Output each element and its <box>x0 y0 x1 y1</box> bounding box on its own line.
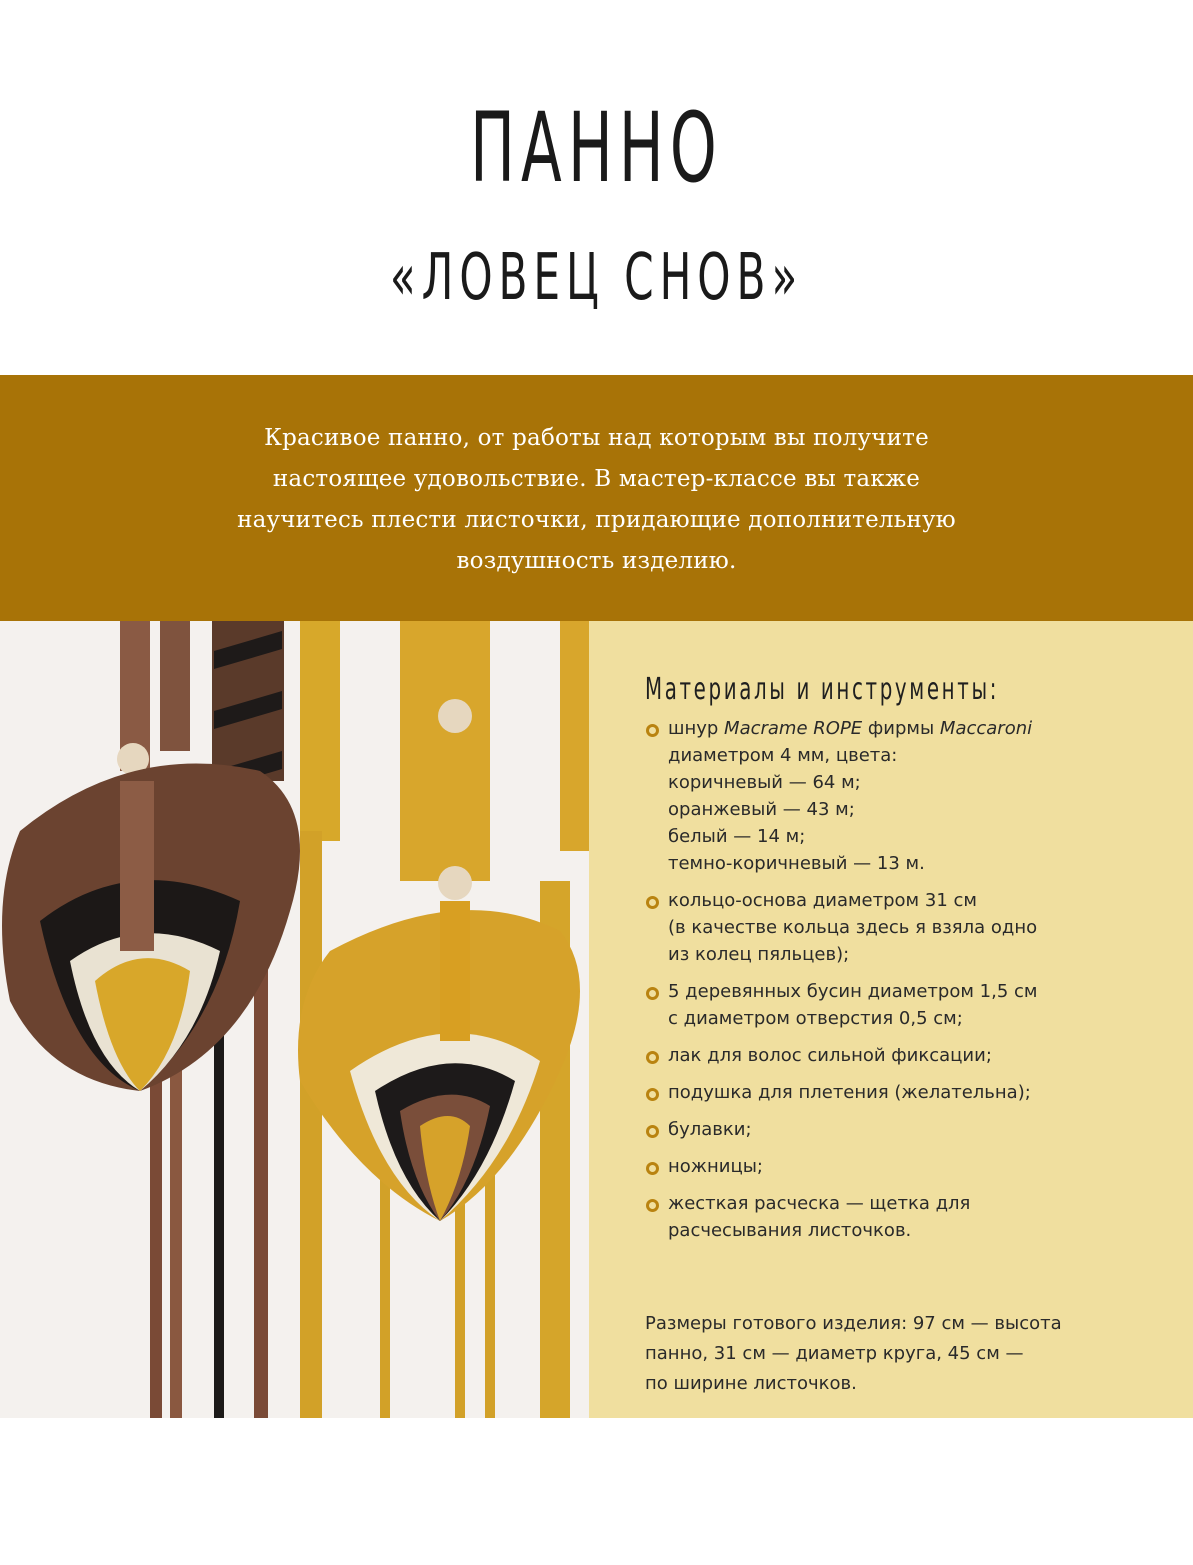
list-item <box>645 1042 1085 1069</box>
bullet-icon <box>646 1199 659 1212</box>
item-line: с диаметром отверстия 0,5 см; <box>668 1008 963 1029</box>
cord-color: темно-коричневый — 13 м. <box>668 853 925 874</box>
bullet-icon <box>646 1088 659 1101</box>
page-subtitle: «ЛОВЕЦ СНОВ» <box>389 241 804 315</box>
list-item <box>645 1153 1085 1180</box>
bullet-icon <box>646 987 659 1000</box>
list-item <box>645 715 1085 877</box>
bullet-icon <box>646 1162 659 1175</box>
sizes-line: панно, 31 см — диаметр круга, 45 см — <box>645 1343 1024 1364</box>
intro-line: научитесь плести листочки, придающие дополнительную <box>237 507 956 533</box>
sizes-line: Размеры готового изделия: 97 см — высота <box>645 1313 1062 1334</box>
cord-color: белый — 14 м; <box>668 826 806 847</box>
list-item <box>645 1079 1085 1106</box>
item-line: 5 деревянных бусин диаметром 1,5 см <box>668 981 1038 1002</box>
item-line: жесткая расческа — щетка для <box>668 1193 971 1214</box>
item-line: ножницы; <box>668 1156 763 1177</box>
page-title: ПАННО <box>470 92 723 204</box>
cord-color: оранжевый — 43 м; <box>668 799 855 820</box>
cord-product: Macrame ROPE <box>724 718 863 739</box>
item-line: лак для волос сильной фиксации; <box>668 1045 992 1066</box>
cord-brand: Maccaroni <box>939 718 1033 739</box>
intro-line: воздушность изделию. <box>456 548 737 574</box>
macrame-illustration <box>0 621 589 1418</box>
bullet-icon <box>646 724 659 737</box>
intro-text <box>190 418 1003 582</box>
bullet-icon <box>646 896 659 909</box>
bullet-icon <box>646 1051 659 1064</box>
intro-line: Красивое панно, от работы над которым вы получите <box>264 425 929 451</box>
item-line: булавки; <box>668 1119 752 1140</box>
title-block <box>0 0 1193 375</box>
cord-middle: фирмы <box>862 718 940 739</box>
cord-diameter: диаметром 4 мм, цвета: <box>668 745 898 766</box>
list-item <box>645 887 1085 968</box>
bullet-icon <box>646 1125 659 1138</box>
item-line: расчесывания листочков. <box>668 1220 912 1241</box>
item-line: из колец пяльцев); <box>668 944 850 965</box>
sizes-line: по ширине листочков. <box>645 1373 857 1394</box>
item-line: (в качестве кольца здесь я взяла одно <box>668 917 1038 938</box>
sizes-text <box>645 1309 1090 1399</box>
list-item <box>645 978 1085 1032</box>
macrame-photo <box>0 621 589 1418</box>
cord-color: коричневый — 64 м; <box>668 772 861 793</box>
intro-line: настоящее удовольствие. В мастер-классе вы также <box>272 466 921 492</box>
cord-line <box>668 715 1085 742</box>
materials-heading: Материалы и инструменты: <box>645 672 1000 707</box>
item-line: подушка для плетения (желательна); <box>668 1082 1031 1103</box>
list-item <box>645 1190 1085 1244</box>
item-line: кольцо-основа диаметром 31 см <box>668 890 977 911</box>
cord-prefix: шнур <box>668 718 725 739</box>
list-item <box>645 1116 1085 1143</box>
materials-list <box>645 715 1085 1254</box>
